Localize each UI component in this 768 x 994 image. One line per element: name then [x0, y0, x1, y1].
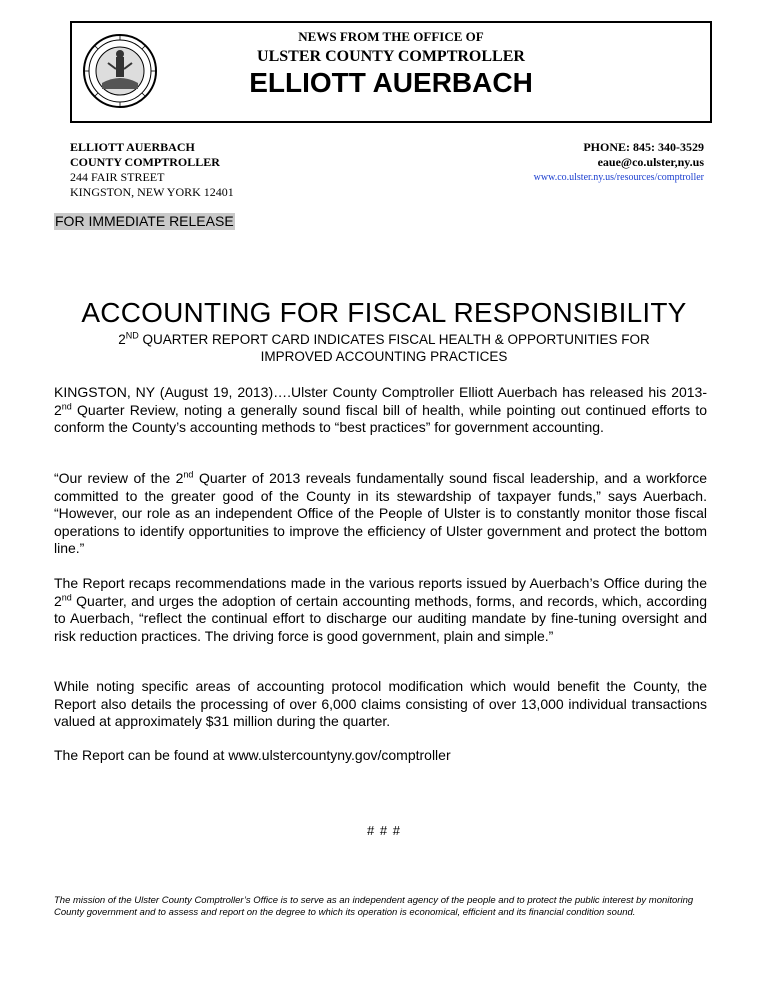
body-paragraph-4: While noting specific areas of accounting protocol modification which would benefit the County, the Report also details the processing of over 6,000 claims consisting of over 13,000 individual transactions valued at approximately $31 million during the quarter. [54, 678, 707, 729]
contact-name: ELLIOTT AUERBACH [70, 140, 195, 154]
subheadline-line1: QUARTER REPORT CARD INDICATES FISCAL HEALTH & OPPORTUNITIES FOR [138, 332, 650, 347]
subheadline [60, 331, 708, 365]
contact-role: COUNTY COMPTROLLER [70, 155, 220, 169]
release-label: FOR IMMEDIATE RELEASE [55, 213, 234, 229]
mission-statement: The mission of the Ulster County Comptroller’s Office is to serve as an independent agency of the people and to protect the public interest by monitoring County government and to assess and report on the degree to which its operation is economical, efficient and its financial condition sound. [54, 895, 694, 918]
contact-city: KINGSTON, NEW YORK 12401 [70, 185, 234, 199]
contact-phone: PHONE: 845: 340-3529 [583, 140, 704, 154]
p1-text-b: Quarter Review, noting a generally sound fiscal bill of health, while pointing out continued efforts to conform the County’s accounting methods to “best practices” for government accounting. [54, 401, 707, 435]
p2-sup: nd [183, 469, 194, 480]
p3-text-b: Quarter, and urges the adoption of certain accounting methods, forms, and records, which, according to Auerbach, “reflect the continual effort to discharge our auditing mandate by fine-tuning oversight and risk reduction practices. The driving force is good government, plain and simple.” [54, 592, 707, 644]
end-mark: # # # [367, 823, 401, 838]
subheadline-prefix: 2 [118, 332, 126, 347]
p2-text-a: “Our review of the 2 [54, 470, 184, 486]
p3-sup: nd [61, 591, 72, 602]
subheadline-sup: ND [125, 330, 139, 341]
body-paragraph-1 [54, 384, 707, 437]
contact-street: 244 FAIR STREET [70, 170, 165, 184]
p1-text-a: KINGSTON, NY (August 19, 2013)….Ulster County Comptroller Elliott Auerbach has released his 2013-2 [54, 384, 707, 418]
header-line-name: ELLIOTT AUERBACH [249, 67, 533, 98]
contact-address-block [70, 140, 234, 200]
contact-website-link[interactable]: www.co.ulster.ny.us/resources/comptroller [533, 172, 704, 183]
body-paragraph-3 [54, 575, 707, 645]
body-paragraph-5: The Report can be found at www.ulstercountyny.gov/comptroller [54, 747, 451, 763]
p3-text-a: The Report recaps recommendations made in the various reports issued by Auerbach’s Office during the 2 [54, 575, 707, 609]
contact-phone-block [534, 140, 704, 185]
header-line-office: ULSTER COUNTY COMPTROLLER [257, 48, 525, 65]
letterhead-box [70, 21, 712, 123]
contact-email[interactable]: eaue@co.ulster,ny.us [597, 155, 704, 169]
subheadline-line2: IMPROVED ACCOUNTING PRACTICES [260, 349, 508, 364]
header-line-news-from: NEWS FROM THE OFFICE OF [298, 29, 484, 44]
p1-sup: nd [61, 400, 72, 411]
headline: ACCOUNTING FOR FISCAL RESPONSIBILITY [81, 297, 687, 328]
body-paragraph-2 [54, 470, 707, 558]
p2-text-b: Quarter of 2013 reveals fundamentally sound fiscal leadership, and a workforce committed to the greater good of the County in its stewardship of taxpayer funds,” says Auerbach. “However, our role as an independent Office of the People of Ulster is to constantly monitor those fiscal operations to identify opportunities to improve the efficiency of Ulster government and protect the bottom line.” [54, 470, 707, 556]
